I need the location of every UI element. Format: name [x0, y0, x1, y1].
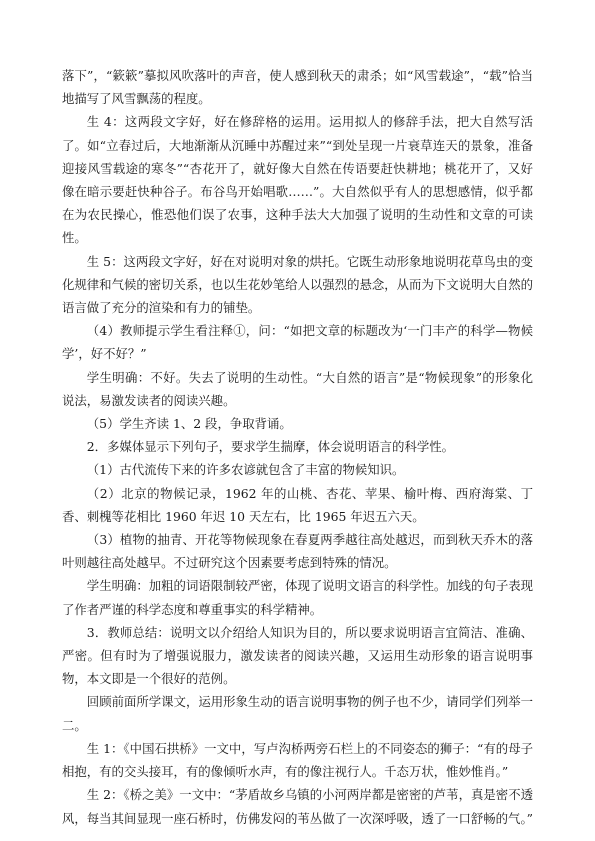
- paragraph-example-2: 生 2：《桥之美》一文中：“茅盾故乡乌镇的小河两岸都是密密的芦苇，真是密不透风，每当其间显现一座石桥时，仿佛发闷的苇丛做了一次深呼吸，透了一口舒畅的气。”: [62, 787, 533, 826]
- paragraph-student-5: 生 5：这两段文字好，好在对说明对象的烘托。它既生动形象地说明花草鸟虫的变化规律和气候的密切关系，也以生花妙笔给人以强烈的悬念，从而为下文说明大自然的语言做了充分的渲染和有力的铺垫。: [62, 253, 533, 316]
- paragraph-student-answer: 学生明确：不好。失去了说明的生动性。“大自然的语言”是“物候现象”的形象化说法，易激发读者的阅读兴趣。: [62, 369, 533, 408]
- paragraph-multimedia: 2．多媒体显示下列句子，要求学生揣摩，体会说明语言的科学性。: [86, 439, 455, 455]
- paragraph-student-4: 生 4：这两段文字好，好在修辞格的运用。运用拟人的修辞手法，把大自然写活了。如“立春过后，大地渐渐从沉睡中苏醒过来”“到处呈现一片衰草连天的景象，准备迎接风雪载途的寒冬”“杏花开了，就好像大自然在传语要赶快耕地；桃花开了，又好像在暗示要赶快种谷子。布谷鸟开始唱歌……”。大自然似乎有人的思想感情，似乎都在为农民操心，惟恐他们误了农事，这种手法大大加强了说明的生动性和文章的可读性。: [62, 114, 533, 246]
- paragraph-continuation: 落下”，“簌簌”摹拟风吹落叶的声音，使人感到秋天的肃杀；如“风雪载途”，“载”恰当地描写了风雪飘荡的程度。: [62, 68, 533, 107]
- paragraph-teacher-prompt: （4）教师提示学生看注释①，问：“如把文章的标题改为‘一门丰产的科学—物候学’，好不好？”: [62, 323, 533, 362]
- paragraph-example-1: 生 1：《中国石拱桥》一文中，写卢沟桥两旁石栏上的不同姿态的狮子：“有的母子相抱，有的交头接耳，有的像倾听水声，有的像注视行人。千态万状，惟妙惟肖。”: [62, 740, 533, 780]
- paragraph-student-clarify: 学生明确：加粗的词语限制较严密，体现了说明文语言的科学性。加线的句子表现了作者严谨的科学态度和尊重事实的科学精神。: [62, 578, 533, 617]
- paragraph-teacher-summary: 3．教师总结：说明文以介绍给人知识为目的，所以要求说明语言宜简洁、准确、严密。但有时为了增强说服力，激发读者的阅读兴趣，又运用生动形象的语言说明事物，本文即是一个很好的范例。: [62, 624, 533, 687]
- paragraph-review: 回顾前面所学课文，运用形象生动的语言说明事物的例子也不少，请同学们列举一二。: [62, 694, 533, 733]
- paragraph-sentence-1: （1）古代流传下来的许多农谚就包含了丰富的物候知识。: [86, 462, 405, 478]
- paragraph-sentence-2: （2）北京的物候记录，1962 年的山桃、杏花、苹果、榆叶梅、西府海棠、丁香、刺槐等花相比 1960 年迟 10 天左右，比 1965 年迟五六天。: [62, 485, 533, 524]
- paragraph-recite: （5）学生齐读 1、2 段，争取背诵。: [86, 416, 292, 432]
- paragraph-sentence-3: （3）植物的抽青、开花等物候现象在春夏两季越往高处越迟，而到秋天乔木的落叶则越往高处越早。不过研究这个因素要考虑到特殊的情况。: [62, 532, 533, 571]
